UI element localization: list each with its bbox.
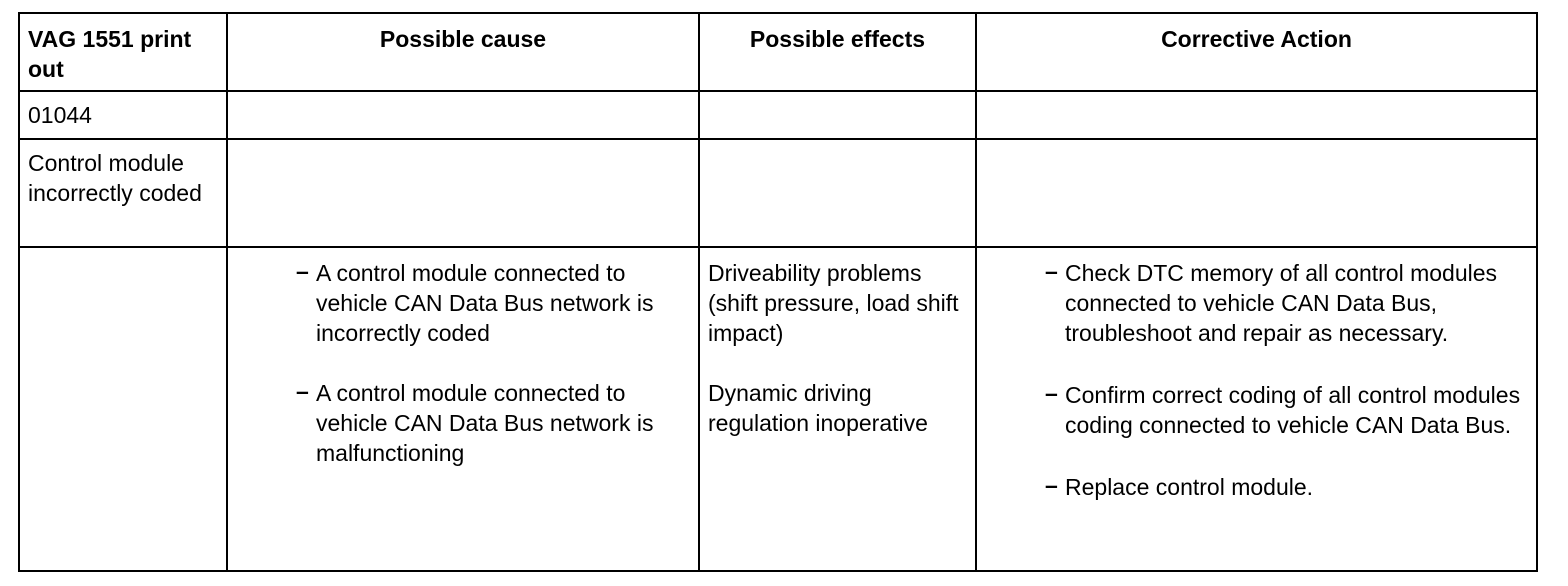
dash-bullet: – bbox=[296, 378, 309, 404]
empty-cell bbox=[227, 91, 699, 139]
dtc-description-row bbox=[19, 139, 1537, 247]
possible-effects-cell bbox=[699, 247, 976, 571]
action-list bbox=[977, 248, 1536, 502]
cause-item bbox=[296, 378, 690, 468]
dtc-code-row bbox=[19, 91, 1537, 139]
action-item bbox=[1045, 380, 1528, 440]
empty-cell bbox=[699, 91, 976, 139]
effect-text: Driveability problems (shift pressure, load shift impact) bbox=[708, 260, 959, 346]
corrective-action-cell bbox=[976, 247, 1537, 571]
empty-cell bbox=[976, 91, 1537, 139]
action-text: Replace control module. bbox=[1065, 474, 1314, 500]
action-text: Confirm correct coding of all control modules coding connected to vehicle CAN Data Bus. bbox=[1065, 382, 1521, 438]
effect-text: Dynamic driving regulation inoperative bbox=[708, 380, 928, 436]
empty-cell bbox=[699, 139, 976, 247]
cause-list bbox=[228, 248, 698, 468]
dtc-description: Control module incorrectly coded bbox=[19, 139, 227, 247]
header-print-out: VAG 1551 print out bbox=[19, 13, 227, 91]
detail-row bbox=[19, 247, 1537, 571]
action-item bbox=[1045, 258, 1528, 348]
header-corrective-action: Corrective Action bbox=[976, 13, 1537, 91]
dtc-table bbox=[18, 12, 1538, 572]
header-row bbox=[19, 13, 1537, 91]
cause-text: A control module connected to vehicle CAN Data Bus network is malfunctioning bbox=[316, 380, 654, 466]
possible-cause-cell bbox=[227, 247, 699, 571]
empty-cell bbox=[19, 247, 227, 571]
header-possible-effects: Possible effects bbox=[699, 13, 976, 91]
dash-bullet: – bbox=[1045, 472, 1058, 498]
header-possible-cause: Possible cause bbox=[227, 13, 699, 91]
empty-cell bbox=[976, 139, 1537, 247]
dash-bullet: – bbox=[1045, 380, 1058, 406]
dash-bullet: – bbox=[296, 258, 309, 284]
cause-item bbox=[296, 258, 690, 348]
action-item bbox=[1045, 472, 1528, 502]
dtc-code: 01044 bbox=[19, 91, 227, 139]
cause-text: A control module connected to vehicle CAN Data Bus network is incorrectly coded bbox=[316, 260, 654, 346]
dash-bullet: – bbox=[1045, 258, 1058, 284]
empty-cell bbox=[227, 139, 699, 247]
action-text: Check DTC memory of all control modules connected to vehicle CAN Data Bus, troubleshoot and repair as necessary. bbox=[1065, 260, 1498, 346]
